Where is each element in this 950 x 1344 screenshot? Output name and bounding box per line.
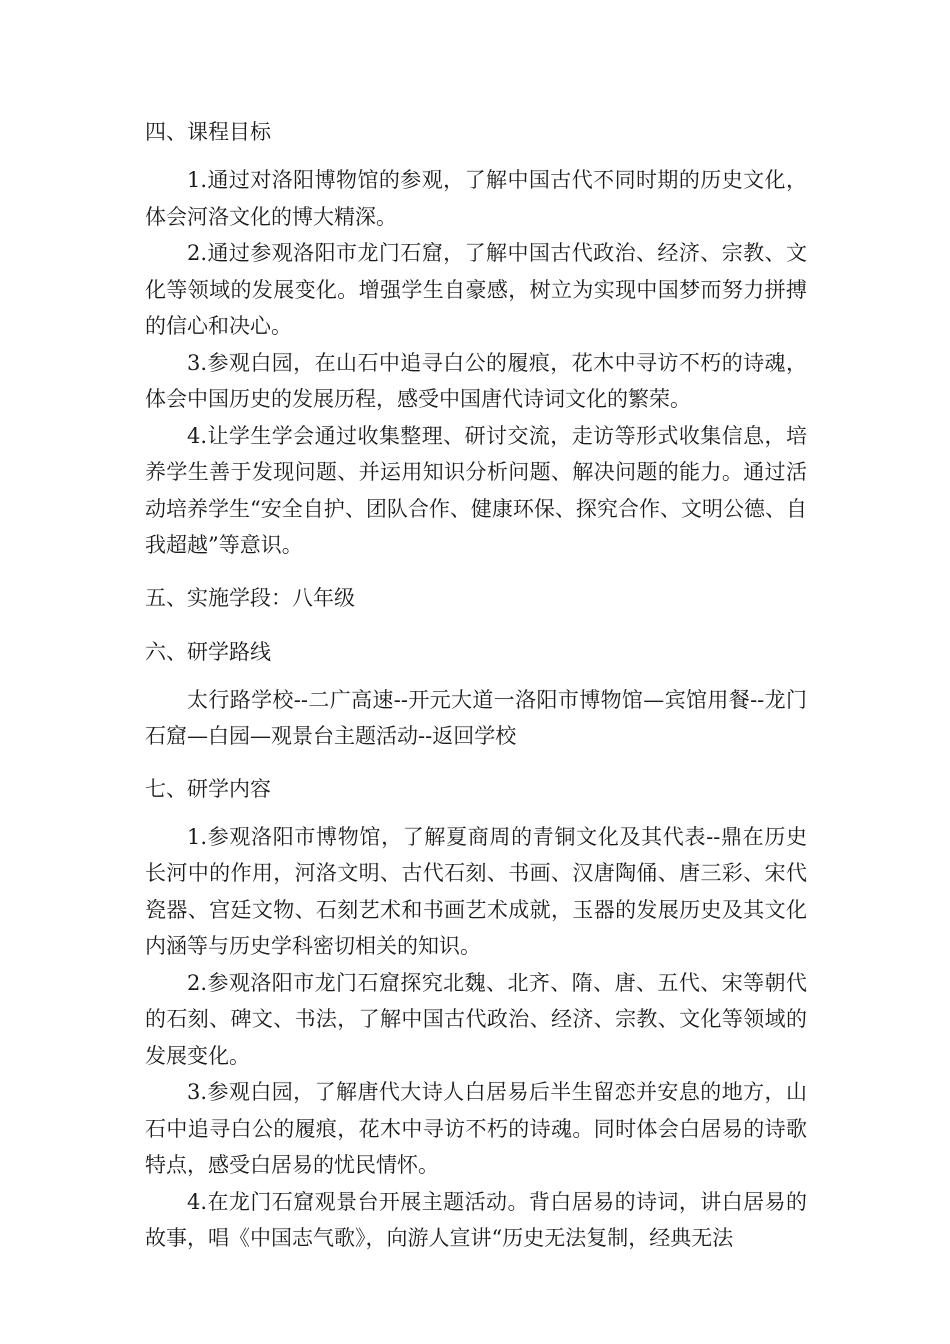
paragraph: 3.参观白园，了解唐代大诗人白居易后半生留恋并安息的地方，山石中追寻白公的履痕，花木中寻访不朽的诗魂。同时体会白居易的诗歌特点，感受白居易的忧民情怀。 [145,1080,807,1177]
section-heading: 七、研学内容 [145,776,271,801]
paragraph: 4.在龙门石窟观景台开展主题活动。背白居易的诗词，讲白居易的故事，唱《中国志气歌》，向游人宣讲“历史无法复制，经典无法 [145,1189,807,1250]
paragraph: 3.参观白园，在山石中追寻白公的履痕，花木中寻访不朽的诗魂，体会中国历史的发展历程，感受中国唐代诗词文化的繁荣。 [145,350,807,411]
section-route [145,632,807,755]
section-heading: 六、研学路线 [145,639,271,664]
paragraph: 1.通过对洛阳博物馆的参观，了解中国古代不同时期的历史文化，体会河洛文化的博大精深。 [145,168,807,229]
paragraph: 1.参观洛阳市博物馆，了解夏商周的青铜文化及其代表--鼎在历史长河中的作用，河洛文明、古代石刻、书画、汉唐陶俑、唐三彩、宋代瓷器、宫廷文物、石刻艺术和书画艺术成就，玉器的发展历史及其文化内涵等与历史学科密切相关的知识。 [145,824,807,958]
section-heading: 四、课程目标 [145,120,271,144]
section-heading: 五、实施学段：八年级 [145,585,355,610]
paragraph: 2.参观洛阳市龙门石窟探究北魏、北齐、隋、唐、五代、宋等朝代的石刻、碑文、书法，了解中国古代政治、经济、宗教、文化等领域的发展变化。 [145,970,807,1068]
section-content [145,769,807,1257]
section-grade [145,578,807,618]
paragraph: 4.让学生学会通过收集整理、研讨交流，走访等形式收集信息，培养学生善于发现问题、并运用知识分析问题、解决问题的能力。通过活动培养学生“安全自护、团队合作、健康环保、探究合作、文明公德、自我超越”等意识。 [145,423,807,557]
document-page [145,112,807,1271]
section-course-goals [145,112,807,564]
paragraph: 2.通过参观洛阳市龙门石窟，了解中国古代政治、经济、宗教、文化等领域的发展变化。增强学生自豪感，树立为实现中国梦而努力拼搏的信心和决心。 [145,241,807,338]
paragraph: 太行路学校--二广高速--开元大道一洛阳市博物馆—宾馆用餐--龙门石窟—白园—观景台主题活动--返回学校 [145,687,807,748]
